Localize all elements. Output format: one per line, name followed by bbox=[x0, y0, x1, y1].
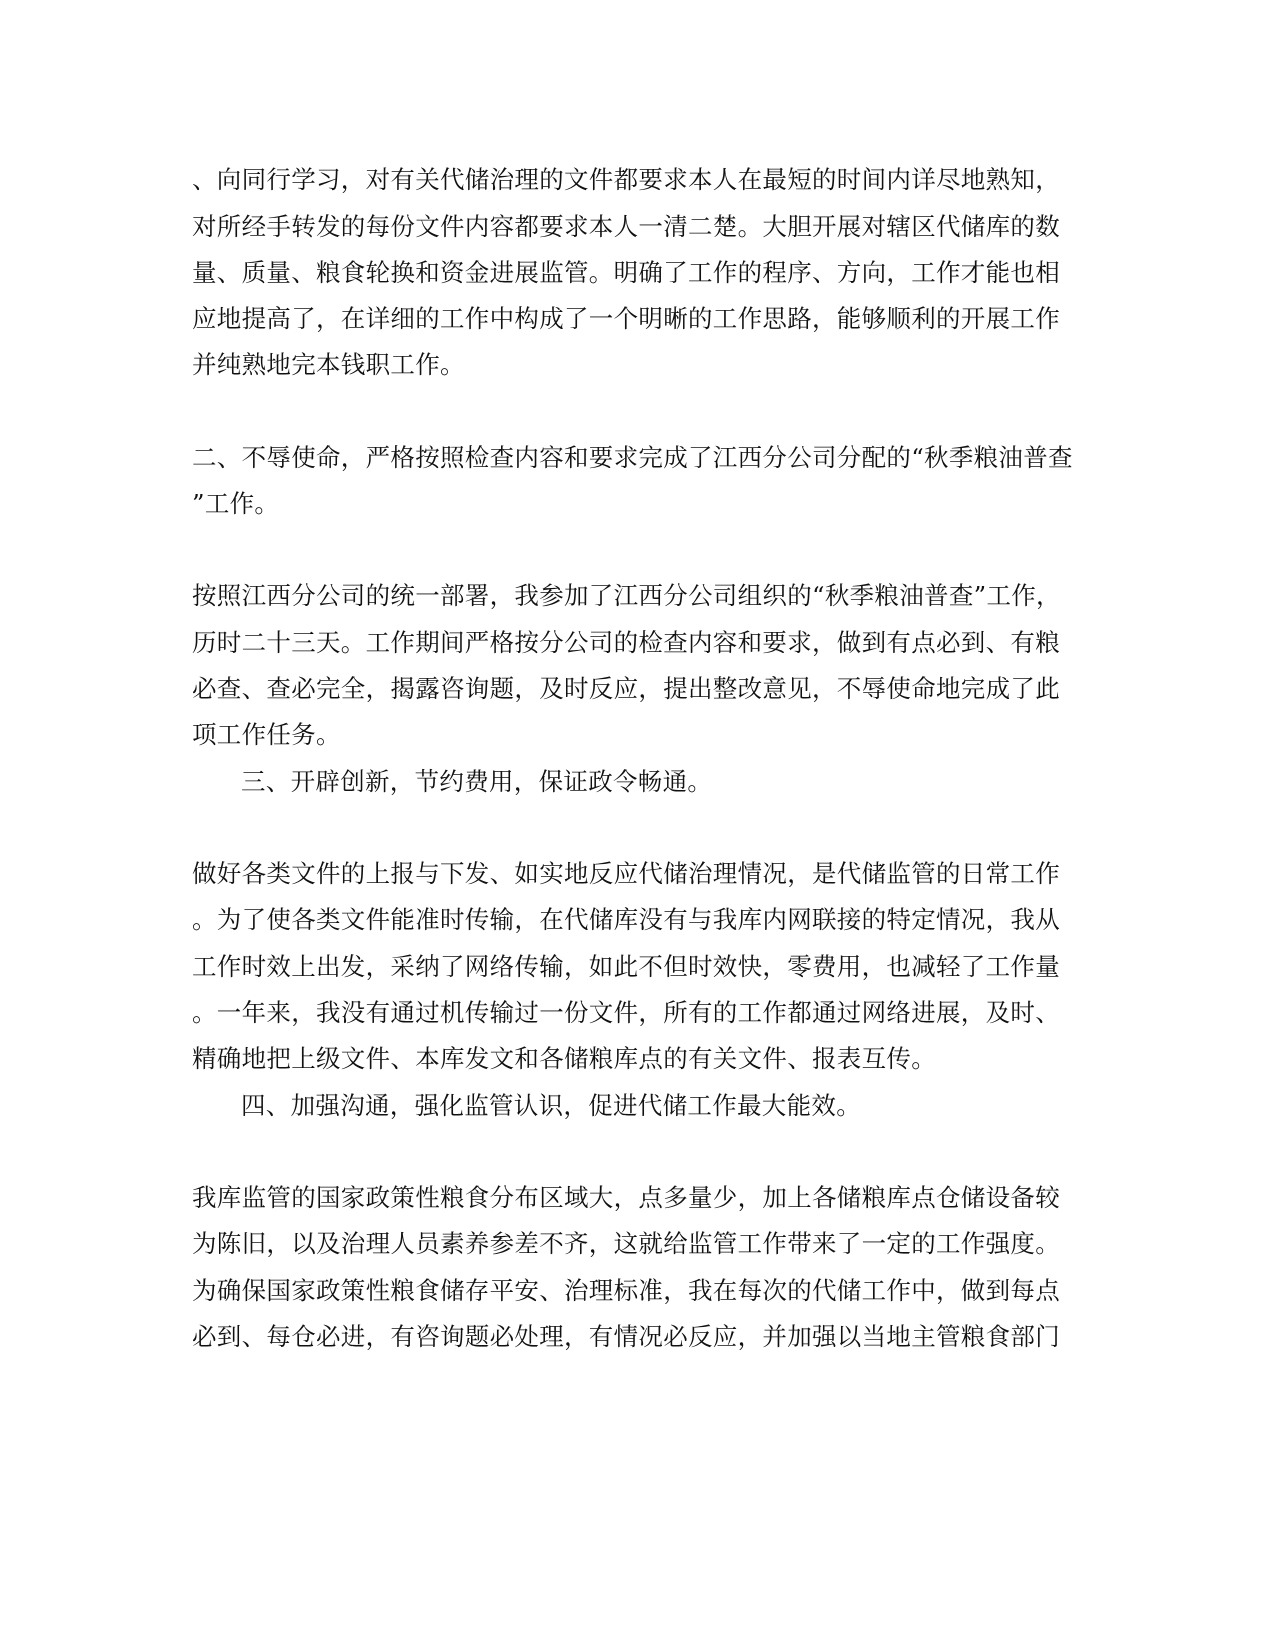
section-heading: 四、加强沟通，强化监管认识，促进代储工作最大能效。 bbox=[241, 1091, 861, 1120]
text-line: 精确地把上级文件、本库发文和各储粮库点的有关文件、报表互传。 bbox=[192, 1044, 936, 1073]
text-line: 应地提高了，在详细的工作中构成了一个明晰的工作思路，能够顺利的开展工作 bbox=[192, 304, 1060, 333]
text-line: 为陈旧，以及治理人员素养参差不齐，这就给监管工作带来了一定的工作强度。 bbox=[192, 1229, 1060, 1258]
text-line: 对所经手转发的每份文件内容都要求本人一清二楚。大胆开展对辖区代储库的数 bbox=[192, 212, 1060, 241]
text-line: 并纯熟地完本钱职工作。 bbox=[192, 350, 465, 379]
text-line: 我库监管的国家政策性粮食分布区域大，点多量少，加上各储粮库点仓储设备较 bbox=[192, 1183, 1060, 1212]
text-line: 必查、查必完全，揭露咨询题，及时反应，提出整改意见，不辱使命地完成了此 bbox=[192, 674, 1060, 703]
text-line: 量、质量、粮食轮换和资金进展监管。明确了工作的程序、方向，工作才能也相 bbox=[192, 258, 1060, 287]
text-line: 必到、每仓必进，有咨询题必处理，有情况必反应，并加强以当地主管粮食部门 bbox=[192, 1322, 1060, 1351]
text-line: 、向同行学习，对有关代储治理的文件都要求本人在最短的时间内详尽地熟知， bbox=[192, 165, 1060, 194]
text-line: 项工作任务。 bbox=[192, 720, 341, 749]
text-line: 。一年来，我没有通过机传输过一份文件，所有的工作都通过网络进展，及时、 bbox=[192, 998, 1060, 1027]
text-line: ”工作。 bbox=[192, 489, 280, 518]
section-heading: 三、开辟创新，节约费用，保证政令畅通。 bbox=[241, 767, 713, 796]
section-heading: 二、不辱使命，严格按照检查内容和要求完成了江西分公司分配的“秋季粮油普查 bbox=[192, 443, 1073, 472]
text-line: 做好各类文件的上报与下发、如实地反应代储治理情况，是代储监管的日常工作 bbox=[192, 859, 1060, 888]
text-line: 。为了使各类文件能准时传输，在代储库没有与我库内网联接的特定情况，我从 bbox=[192, 905, 1060, 934]
text-line: 为确保国家政策性粮食储存平安、治理标准，我在每次的代储工作中，做到每点 bbox=[192, 1276, 1060, 1305]
text-line: 按照江西分公司的统一部署，我参加了江西分公司组织的“秋季粮油普查”工作， bbox=[192, 581, 1061, 610]
text-line: 历时二十三天。工作期间严格按分公司的检查内容和要求，做到有点必到、有粮 bbox=[192, 628, 1060, 657]
text-line: 工作时效上出发，采纳了网络传输，如此不但时效快，零费用，也减轻了工作量 bbox=[192, 952, 1060, 981]
